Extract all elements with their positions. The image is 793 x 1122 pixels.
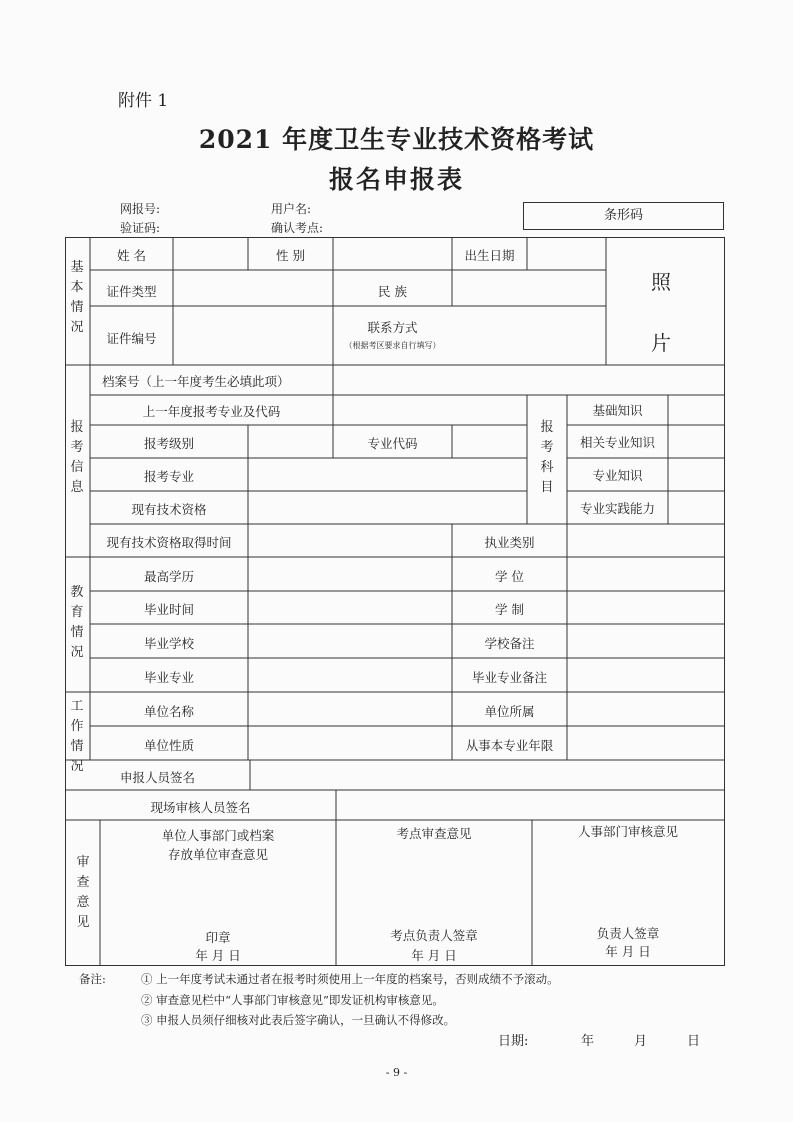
- exam-major-label: 报考专业: [143, 469, 194, 484]
- section-subjects: 报考科目: [540, 420, 554, 495]
- graduation-time-label: 毕业时间: [143, 602, 194, 617]
- contact-note: （根据考区要求自行填写）: [344, 341, 441, 350]
- birth-label: 出生日期: [464, 248, 515, 263]
- school-label: 毕业学校: [143, 636, 194, 651]
- site-sign-label: 考点负责人签章: [390, 928, 478, 943]
- contact-label: 联系方式: [367, 320, 418, 335]
- username-label: 用户名:: [271, 202, 312, 216]
- hr-date-label: 年 月 日: [605, 944, 651, 959]
- section-work: 工作情况: [70, 699, 84, 774]
- section-review: 审查意见: [76, 855, 90, 930]
- note-1: ① 上一年度考试未通过者在报考时须使用上一年度的档案号，否则成绩不予滚动。: [141, 972, 559, 986]
- highest-education-label: 最高学历: [143, 569, 194, 584]
- school-note-label: 学校备注: [484, 636, 535, 651]
- site-date-label: 年 月 日: [411, 948, 457, 963]
- qualification-time-label: 现有技术资格取得时间: [106, 535, 232, 550]
- unit-date-label: 年 月 日: [195, 948, 241, 963]
- site-review-label: 考点审查意见: [396, 826, 472, 841]
- exam-site-label: 确认考点:: [271, 221, 324, 235]
- yanzhengma-label: 验证码:: [120, 221, 161, 235]
- ethnicity-label: 民 族: [378, 284, 407, 299]
- notes-label: 备注:: [79, 972, 106, 986]
- wangbaohao-label: 网报号:: [120, 202, 161, 216]
- degree-label: 学 位: [495, 569, 524, 584]
- unit-belong-label: 单位所属: [484, 704, 535, 719]
- date-day-label: 日: [687, 1034, 701, 1049]
- note-2: ② 审查意见栏中“人事部门审核意见”即发证机构审核意见。: [141, 993, 444, 1007]
- last-major-label: 上一年度报考专业及代码: [142, 404, 281, 419]
- attachment-label: 附件 1: [118, 91, 169, 111]
- photo-label-1: 照: [651, 270, 671, 294]
- unit-review-label-2: 存放单位审查意见: [167, 847, 268, 862]
- section-education: 教育情况: [70, 585, 84, 660]
- photo-label-2: 片: [651, 331, 671, 355]
- hr-review-label: 人事部门审核意见: [577, 824, 678, 839]
- form-subtitle: 报名申报表: [328, 165, 464, 194]
- onsite-reviewer-signature-label: 现场审核人员签名: [150, 800, 251, 815]
- years-in-field-label: 从事本专业年限: [465, 738, 554, 753]
- note-3: ③ 申报人员须仔细核对此表后签字确认，一旦确认不得修改。: [141, 1013, 456, 1027]
- subject-practice-label: 专业实践能力: [579, 501, 655, 516]
- date-year-label: 年: [581, 1034, 595, 1049]
- major-code-label: 专业代码: [367, 436, 418, 451]
- barcode-box: 条形码: [523, 202, 724, 230]
- date-label: 日期:: [498, 1034, 529, 1049]
- unit-name-label: 单位名称: [143, 704, 194, 719]
- page-number: - 9 -: [385, 1066, 408, 1079]
- graduation-major-label: 毕业专业: [143, 670, 194, 685]
- subject-professional-label: 专业知识: [592, 468, 643, 483]
- seal-label: 印章: [205, 930, 231, 945]
- practice-type-label: 执业类别: [484, 535, 535, 550]
- schooling-years-label: 学 制: [495, 602, 524, 617]
- id-type-label: 证件类型: [106, 284, 157, 299]
- name-label: 姓 名: [117, 248, 146, 263]
- graduation-major-note-label: 毕业专业备注: [471, 670, 547, 685]
- unit-nature-label: 单位性质: [143, 738, 194, 753]
- form-title: 2021 年度卫生专业技术资格考试: [198, 125, 595, 154]
- file-number-label: 档案号（上一年度考生必填此项）: [102, 374, 290, 389]
- date-month-label: 月: [634, 1034, 648, 1049]
- applicant-signature-label: 申报人员签名: [119, 770, 195, 785]
- section-exam-info: 报考信息: [70, 420, 84, 495]
- exam-level-label: 报考级别: [143, 436, 194, 451]
- gender-label: 性 别: [276, 248, 305, 263]
- unit-review-label-1: 单位人事部门或档案: [161, 828, 275, 843]
- person-sign-label: 负责人签章: [596, 926, 660, 941]
- id-number-label: 证件编号: [106, 331, 157, 346]
- section-basic-info: 基本情况: [70, 260, 84, 335]
- subject-basic-label: 基础知识: [592, 403, 643, 418]
- current-qualification-label: 现有技术资格: [131, 502, 207, 517]
- subject-related-label: 相关专业知识: [579, 435, 655, 450]
